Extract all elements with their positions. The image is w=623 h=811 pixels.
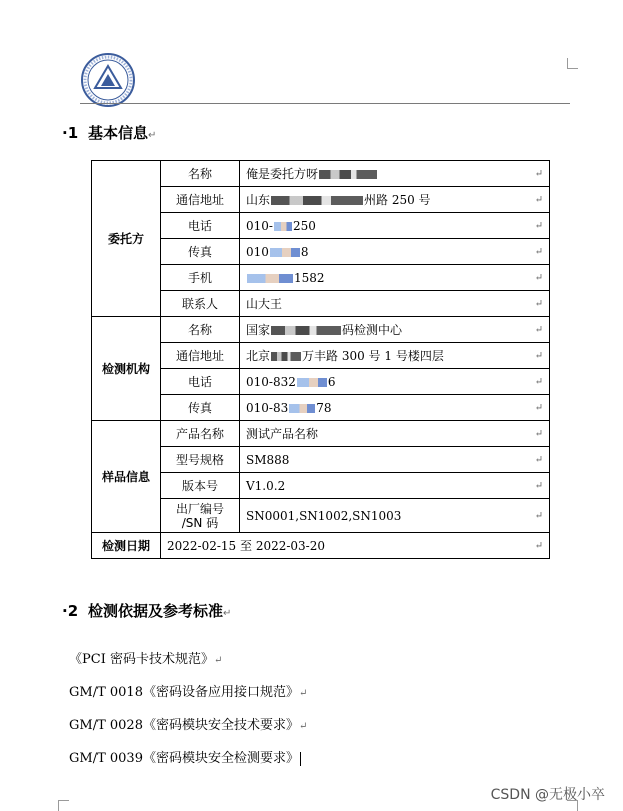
- standard-item: GM/T 0018《密码设备应用接口规范》↵: [69, 685, 308, 700]
- margin-corner-mark: [58, 800, 69, 811]
- field-label: 传真: [161, 239, 240, 265]
- standard-item: GM/T 0028《密码模块安全技术要求》↵: [69, 718, 308, 733]
- standard-item: 《PCI 密码卡技术规范》↵: [69, 652, 223, 667]
- field-label: 通信地址: [161, 187, 240, 213]
- field-label: 传真: [161, 395, 240, 421]
- field-label: 型号规格: [161, 447, 240, 473]
- csdn-watermark: CSDN @无极小卒: [490, 787, 605, 803]
- group-label-sample: 样品信息: [92, 421, 161, 533]
- client-name-value: 俺是委托方呀 ↵: [240, 161, 550, 187]
- client-mobile-value: 1582 ↵: [240, 265, 550, 291]
- field-label: 联系人: [161, 291, 240, 317]
- model-value: SM888 ↵: [240, 447, 550, 473]
- client-fax-value: 010 8 ↵: [240, 239, 550, 265]
- section-heading-standards: ·2 检测依据及参考标准↵: [62, 602, 232, 620]
- standard-item: GM/T 0039《密码模块安全检测要求》: [69, 751, 299, 766]
- group-label-lab: 检测机构: [92, 317, 161, 421]
- serial-number-value: SN0001,SN1002,SN1003 ↵: [240, 499, 550, 533]
- field-label: 电话: [161, 369, 240, 395]
- product-name-value: 测试产品名称 ↵: [240, 421, 550, 447]
- lab-address-value: 北京 万丰路 300 号 1 号楼四层 ↵: [240, 343, 550, 369]
- field-label: 名称: [161, 317, 240, 343]
- lab-name-value: 国家 码检测中心 ↵: [240, 317, 550, 343]
- client-address-value: 山东 州路 250 号 ↵: [240, 187, 550, 213]
- client-contact-value: 山大王 ↵: [240, 291, 550, 317]
- section-heading-basic-info: ·1 基本信息↵: [62, 124, 157, 142]
- group-label-period: 检测日期: [92, 533, 161, 559]
- group-label-client: 委托方: [92, 161, 161, 317]
- field-label: 通信地址: [161, 343, 240, 369]
- margin-corner-mark: [567, 58, 578, 69]
- lab-fax-value: 010-83 78 ↵: [240, 395, 550, 421]
- version-value: V1.0.2 ↵: [240, 473, 550, 499]
- basic-info-table: [91, 160, 550, 559]
- field-label: 产品名称: [161, 421, 240, 447]
- header-rule: [80, 103, 570, 104]
- field-label: 电话: [161, 213, 240, 239]
- test-period-value: 2022-02-15 至 2022-03-20 ↵: [161, 533, 550, 559]
- client-phone-value: 010- 250 ↵: [240, 213, 550, 239]
- field-label: 手机: [161, 265, 240, 291]
- field-label: 版本号: [161, 473, 240, 499]
- field-label: 名称: [161, 161, 240, 187]
- organization-seal-logo: [80, 52, 136, 108]
- lab-phone-value: 010-832 6 ↵: [240, 369, 550, 395]
- field-label-serial: 出厂编号 /SN 码: [161, 499, 240, 533]
